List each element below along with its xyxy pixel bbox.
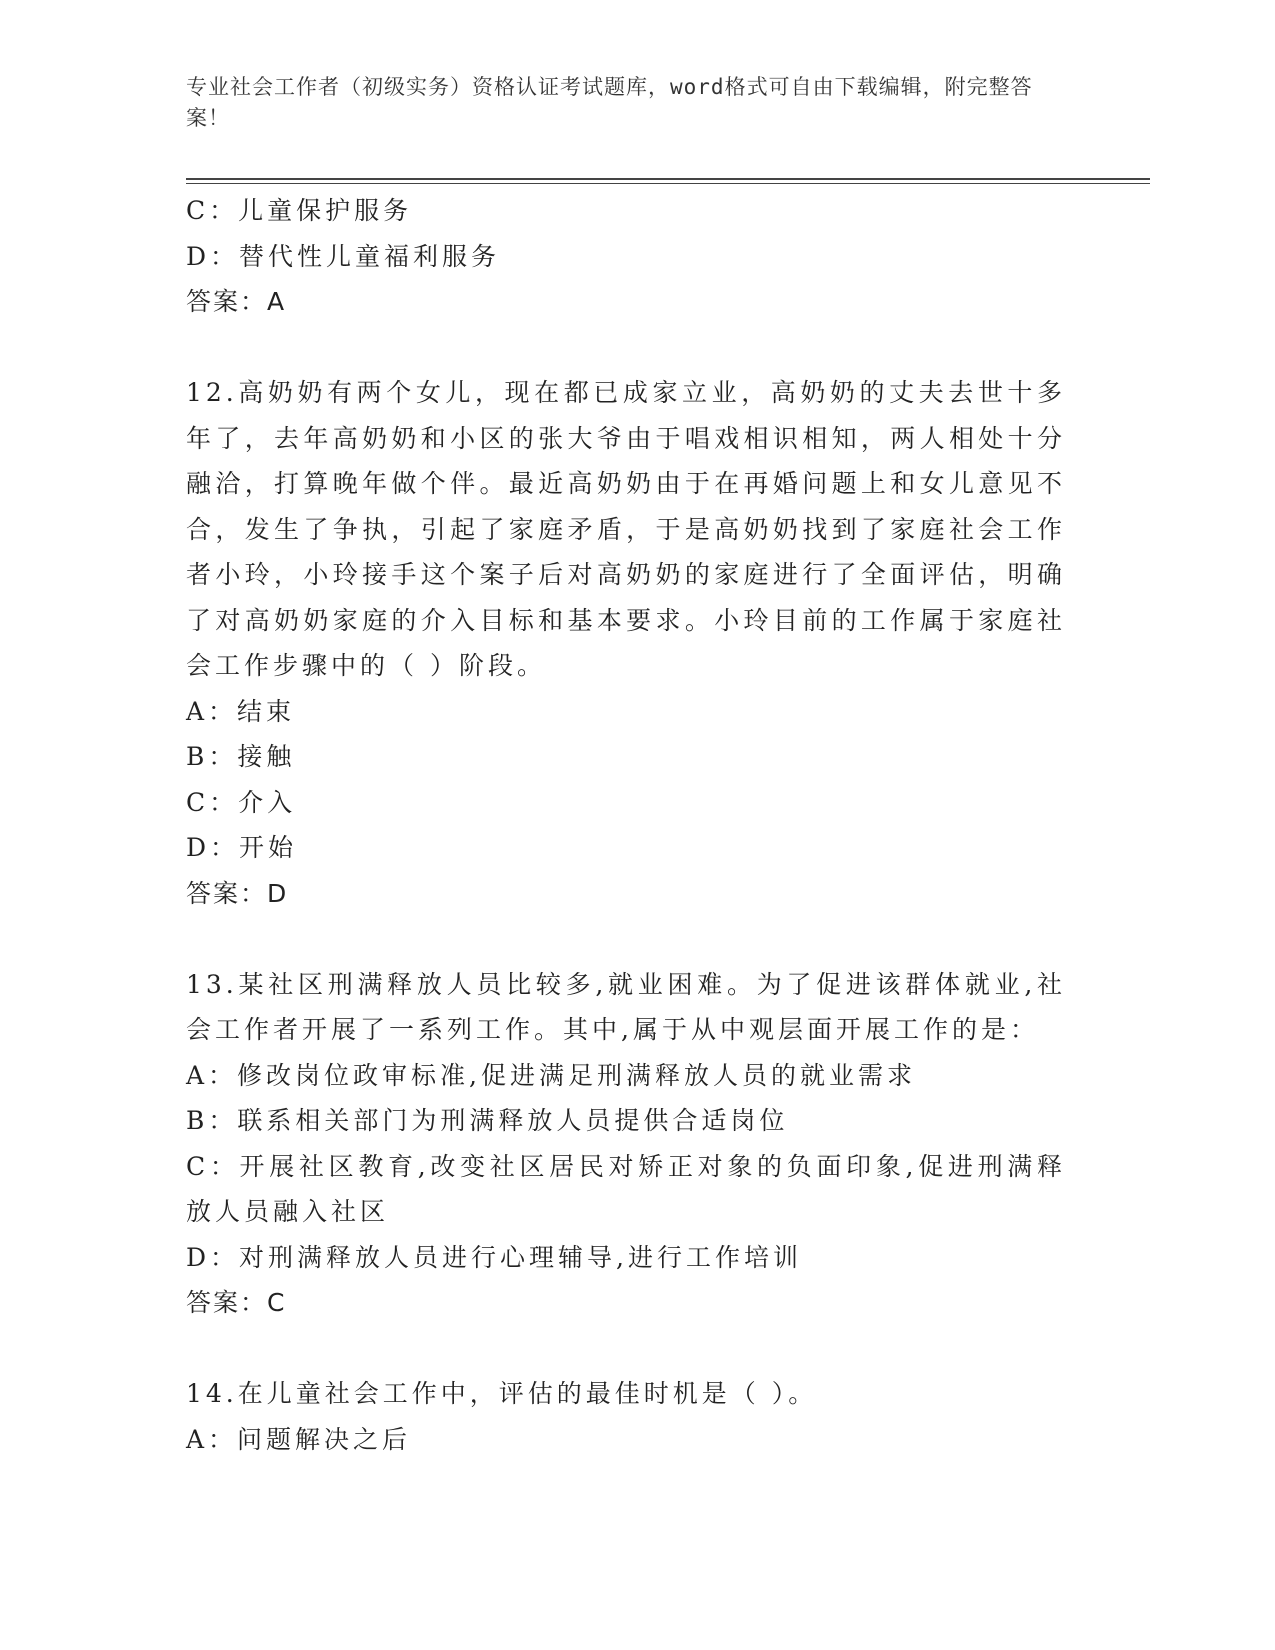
question-14	[186, 1371, 1066, 1462]
option-d: D：替代性儿童福利服务	[186, 241, 501, 271]
question-stem: 12.高奶奶有两个女儿，现在都已成家立业，高奶奶的丈夫去世十多年了，去年高奶奶和小区的张大爷由于唱戏相识相知，两人相处十分融洽，打算晚年做个伴。最近高奶奶由于在再婚问题上和女儿意见不合，发生了争执，引起了家庭矛盾，于是高奶奶找到了家庭社会工作者小玲，小玲接手这个案子后对高奶奶的家庭进行了全面评估，明确了对高奶奶家庭的介入目标和基本要求。小玲目前的工作属于家庭社会工作步骤中的（ ）阶段。	[186, 378, 1066, 680]
question-content	[186, 188, 1066, 1462]
header-rule-thin	[186, 183, 1150, 184]
option-a: A：问题解决之后	[186, 1424, 412, 1454]
option-a: A：修改岗位政审标准,促进满足刑满释放人员的就业需求	[186, 1060, 917, 1090]
spacer	[186, 1326, 1066, 1372]
spacer	[186, 325, 1066, 371]
answer-line: 答案：A	[186, 287, 287, 316]
option-d: D：开始	[186, 833, 298, 862]
question-12	[186, 370, 1066, 916]
option-b: B：接触	[186, 742, 296, 771]
question-13	[186, 962, 1066, 1326]
document-header: 专业社会工作者（初级实务）资格认证考试题库，word格式可自由下载编辑，附完整答案！	[186, 75, 1033, 130]
answer-line: 答案：D	[186, 878, 289, 908]
option-b: B：联系相关部门为刑满释放人员提供合适岗位	[186, 1106, 789, 1135]
option-a: A：结束	[186, 696, 296, 726]
question-stem: 13.某社区刑满释放人员比较多,就业困难。为了促进该群体就业,社会工作者开展了一系列工作。其中,属于从中观层面开展工作的是：	[186, 969, 1066, 1044]
spacer	[186, 916, 1066, 962]
option-c: C：开展社区教育,改变社区居民对矫正对象的负面印象,促进刑满释放人员融入社区	[186, 1151, 1066, 1226]
question-11-continued	[186, 188, 1066, 325]
question-stem: 14.在儿童社会工作中，评估的最佳时机是（ ）。	[186, 1379, 818, 1408]
answer-line: 答案：C	[186, 1288, 287, 1317]
header-rule-thick	[186, 178, 1150, 180]
option-c: C：儿童保护服务	[186, 196, 413, 225]
option-c: C：介入	[186, 787, 297, 817]
option-d: D：对刑满释放人员进行心理辅导,进行工作培训	[186, 1242, 802, 1272]
